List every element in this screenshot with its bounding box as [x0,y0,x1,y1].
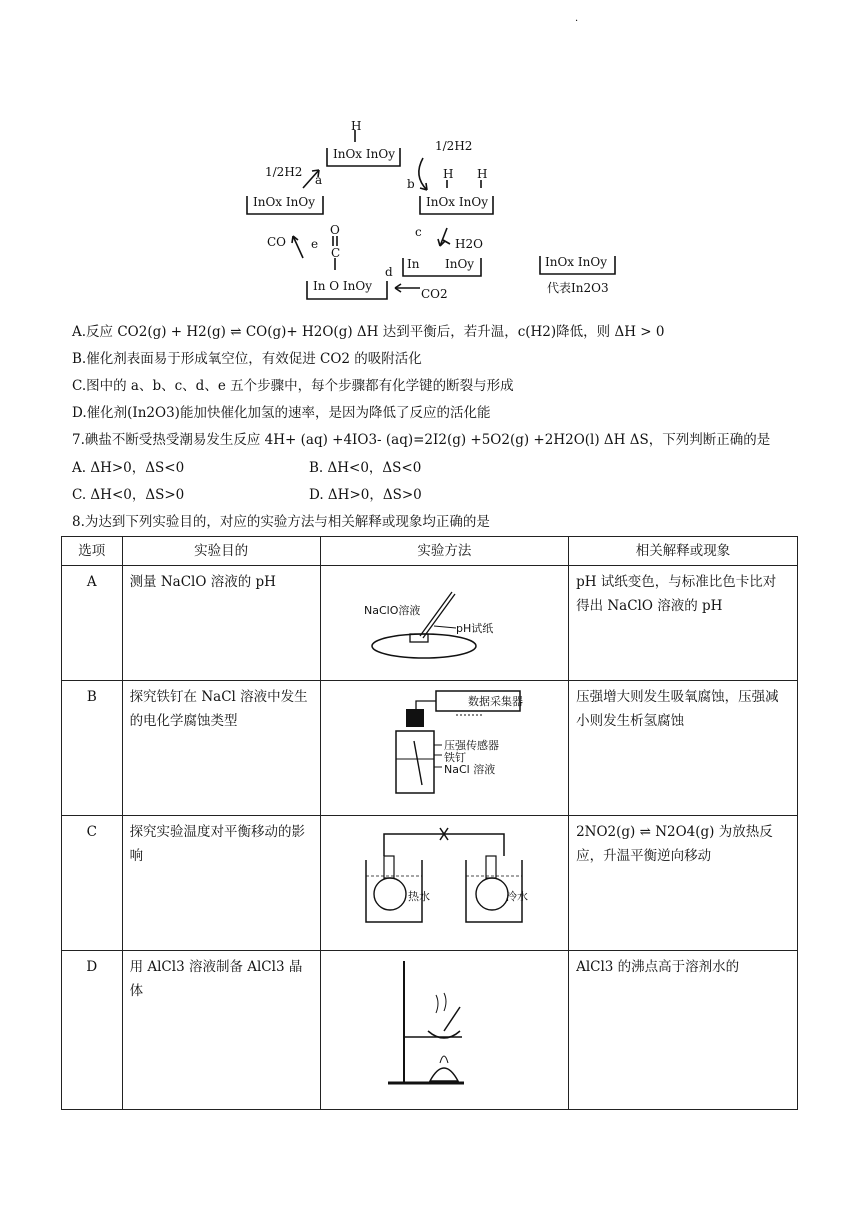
row-method-figure [320,951,568,1110]
co2-label: CO2 [421,287,448,301]
nail-label: 铁钉 [444,751,467,764]
naclo-label: NaClO溶液 [364,604,421,617]
q7-stem: 7.碘盐不断受热受潮易发生反应 4H+ (aq) +4IO3- (aq)=2I2(g) +5O2(g) +2H2O(l) ΔH ΔS，下列判断正确的是 [72,432,771,448]
table-row [62,816,798,951]
bottom-catalyst-label: In O InOy [313,279,373,293]
step-b-label: b [407,177,415,191]
half-h2-b-label: 1/2H2 [435,139,473,153]
q7-option-c: C. ΔH<0，ΔS>0 [72,487,185,503]
header-option: 选项 [62,537,123,566]
inoy-right-label: InOy [445,257,475,271]
o-top-label: O [330,223,340,237]
row-explain: AlCl3 的沸点高于溶剂水的 [569,951,798,1110]
header-explain: 相关解释或现象 [569,537,798,566]
half-h2-a-label: 1/2H2 [265,165,303,179]
experiment-table [61,536,798,1110]
step-a-label: a [315,173,323,187]
legend-meaning-label: 代表In2O3 [547,281,609,295]
h-top-label: H [351,119,362,133]
left-catalyst-label: InOx InOy [253,195,315,209]
q6-option-b: B.催化剂表面易于形成氧空位，有效促进 CO2 的吸附活化 [72,351,422,367]
table-row [62,681,798,816]
header-method: 实验方法 [320,537,568,566]
q6-option-d: D.催化剂(In2O3)能加快催化加氢的速率，是因为降低了反应的活化能 [72,405,491,421]
row-explain: pH 试纸变色，与标准比色卡比对 得出 NaClO 溶液的 pH [569,566,798,681]
data-collector-label: 数据采集器 [468,695,524,708]
hot-water-label: 热水 [408,890,431,903]
q7-option-a: A. ΔH>0，ΔS<0 [72,460,185,476]
row-option: A [62,566,123,681]
q7-option-b: B. ΔH<0，ΔS<0 [309,460,422,476]
legend-catalyst-label: InOx InOy [545,255,607,269]
row-aim: 探究实验温度对平衡移动的影响 [122,816,320,951]
catalytic-cycle-svg [235,118,635,308]
c-mid-label: C [331,246,341,260]
header-aim: 实验目的 [122,537,320,566]
step-e-label: e [311,237,319,251]
cold-water-label: 冷水 [506,890,529,903]
ph-test-figure [344,566,544,666]
table-row [62,566,798,681]
row-aim: 测量 NaClO 溶液的 pH [122,566,320,681]
co-label: CO [267,235,287,249]
right-h1-label: H [443,167,454,181]
pressure-sensor-label: 压强传感器 [444,739,500,752]
catalytic-cycle-diagram [235,118,635,308]
step-d-label: d [385,265,393,279]
h2o-label: H2O [455,237,483,251]
evaporation-figure [344,951,544,1093]
ph-paper-label: pH试纸 [456,622,494,635]
row-option: C [62,816,123,951]
q7-option-d: D. ΔH>0，ΔS>0 [309,487,422,503]
row-method-figure [320,816,568,951]
row-option: B [62,681,123,816]
q6-option-c: C.图中的 a、b、c、d、e 五个步骤中，每个步骤都有化学键的断裂与形成 [72,378,514,394]
top-catalyst-label: InOx InOy [333,147,395,161]
q8-stem: 8.为达到下列实验目的，对应的实验方法与相关解释或现象均正确的是 [72,514,490,530]
table-header-row [62,537,798,566]
row-explain: 压强增大则发生吸氧腐蚀，压强减 小则发生析氢腐蚀 [569,681,798,816]
row-method-figure [320,566,568,681]
page-dot: · [575,16,579,27]
step-c-label: c [415,225,422,239]
equilibrium-figure [344,816,544,936]
table-row [62,951,798,1110]
right-catalyst-label: InOx InOy [426,195,488,209]
q6-option-a: A.反应 CO2(g) + H2(g) ⇌ CO(g)+ H2O(g) ΔH 达到平衡后，若升温，c(H2)降低，则 ΔH > 0 [72,324,665,340]
row-aim: 用 AlCl3 溶液制备 AlCl3 晶体 [122,951,320,1110]
row-explain: 2NO2(g) ⇌ N2O4(g) 为放热反应，升温平衡逆向移动 [569,816,798,951]
corrosion-figure [344,681,544,801]
in-right-label: In [407,257,420,271]
row-aim: 探究铁钉在 NaCl 溶液中发生的电化学腐蚀类型 [122,681,320,816]
row-option: D [62,951,123,1110]
nacl-label: NaCl 溶液 [444,763,496,776]
row-method-figure [320,681,568,816]
right-h2-label: H [477,167,488,181]
